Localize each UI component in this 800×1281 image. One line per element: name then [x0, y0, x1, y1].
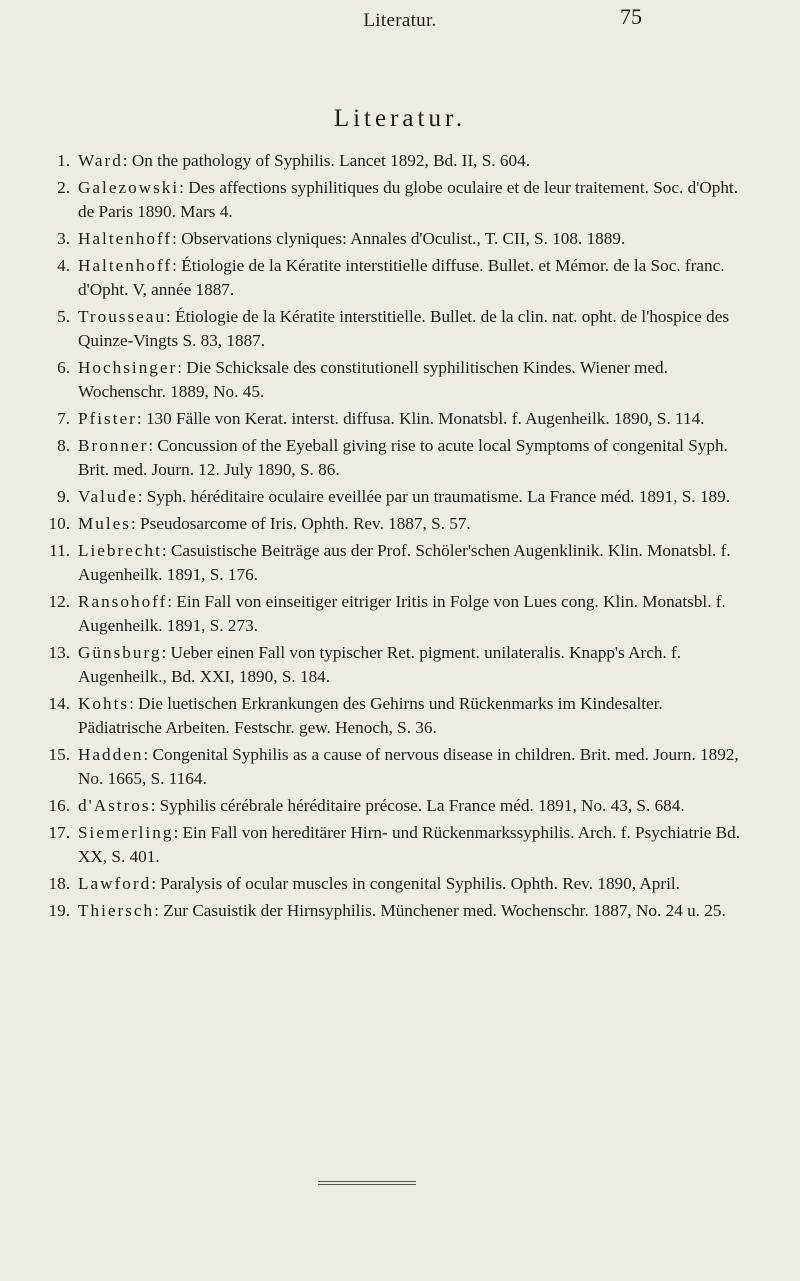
reference-author: Liebrecht [78, 541, 162, 560]
reference-number: 15. [48, 745, 70, 764]
reference-number: 13. [48, 643, 70, 662]
reference-author: d'Astros [78, 796, 151, 815]
reference-item [40, 743, 745, 791]
reference-item [40, 407, 745, 431]
reference-item [40, 305, 745, 353]
reference-author: Galezowski [78, 178, 180, 197]
reference-author: Hadden [78, 745, 144, 764]
footer-rule [318, 1181, 416, 1185]
reference-item [40, 794, 745, 818]
reference-item [40, 539, 745, 587]
reference-text: : Concussion of the Eyeball giving rise to acute local Symptoms of congenital Syph. Brit. med. Journ. 12. July 1890, S. 86. [78, 436, 728, 479]
section-heading: Literatur. [333, 105, 467, 132]
reference-text: : Des affections syphilitiques du globe oculaire et de leur traitement. Soc. d'Opht. de Paris 1890. Mars 4. [78, 178, 738, 221]
reference-number: 5. [57, 307, 70, 326]
reference-text: : Ein Fall von einseitiger eitriger Iritis in Folge von Lues cong. Klin. Monatsbl. f. Augenheilk. 1891, S. 273. [78, 592, 726, 635]
reference-number: 12. [48, 592, 70, 611]
reference-number: 1. [57, 151, 70, 170]
reference-item [40, 899, 745, 923]
reference-author: Trousseau [78, 307, 167, 326]
reference-author: Bronner [78, 436, 149, 455]
reference-text: : Ein Fall von hereditärer Hirn- und Rückenmarkssyphilis. Arch. f. Psychiatrie Bd. XX, S. 401. [78, 823, 741, 866]
reference-number: 14. [48, 694, 70, 713]
reference-number: 19. [48, 901, 70, 920]
reference-number: 17. [48, 823, 70, 842]
reference-author: Hochsinger [78, 358, 178, 377]
running-title: Literatur. [363, 10, 437, 31]
reference-author: Lawford [78, 874, 152, 893]
reference-author: Ward [78, 151, 123, 170]
reference-text: : Syphilis cérébrale héréditaire précose. La France méd. 1891, No. 43, S. 684. [150, 796, 685, 815]
reference-item [40, 692, 745, 740]
reference-author: Kohts [78, 694, 130, 713]
reference-number: 9. [57, 487, 70, 506]
reference-item [40, 254, 745, 302]
reference-item [40, 641, 745, 689]
reference-number: 6. [57, 358, 70, 377]
page-number: 75 [620, 4, 642, 29]
reference-number: 4. [57, 256, 70, 275]
reference-item [40, 434, 745, 482]
reference-author: Thiersch [78, 901, 155, 920]
reference-number: 18. [48, 874, 70, 893]
reference-number: 10. [48, 514, 70, 533]
reference-author: Haltenhoff [78, 229, 173, 248]
reference-item [40, 149, 745, 173]
running-head [0, 0, 800, 40]
reference-list [40, 149, 745, 926]
reference-text: : 130 Fälle von Kerat. interst. diffusa. Klin. Monatsbl. f. Augenheilk. 1890, S. 114. [136, 409, 705, 428]
reference-item [40, 590, 745, 638]
reference-text: : Étiologie de la Kératite interstitielle diffuse. Bullet. et Mémor. de la Soc. franc. d'Opht. V, année 1887. [78, 256, 725, 299]
reference-text: : On the pathology of Syphilis. Lancet 1892, Bd. II, S. 604. [122, 151, 531, 170]
reference-number: 16. [48, 796, 70, 815]
reference-number: 11. [49, 541, 70, 560]
reference-item [40, 356, 745, 404]
reference-item [40, 176, 745, 224]
reference-text: : Casuistische Beiträge aus der Prof. Schöler'schen Augenklinik. Klin. Monatsbl. f. Augenheilk. 1891, S. 176. [78, 541, 731, 584]
reference-text: : Syph. héréditaire oculaire eveillée par un traumatisme. La France méd. 1891, S. 189. [137, 487, 731, 506]
reference-item [40, 227, 745, 251]
reference-text: : Ueber einen Fall von typischer Ret. pigment. unilateralis. Knapp's Arch. f. Augenheilk., Bd. XXI, 1890, S. 184. [78, 643, 682, 686]
reference-item [40, 512, 745, 536]
reference-number: 2. [57, 178, 70, 197]
reference-text: : Observations clyniques: Annales d'Oculist., T. CII, S. 108. 1889. [172, 229, 626, 248]
reference-text: : Zur Casuistik der Hirnsyphilis. Münchener med. Wochenschr. 1887, No. 24 u. 25. [154, 901, 726, 920]
reference-author: Haltenhoff [78, 256, 173, 275]
reference-text: : Die luetischen Erkrankungen des Gehirns und Rückenmarks im Kindesalter. Pädiatrische Arbeiten. Festschr. gew. Henoch, S. 36. [78, 694, 663, 737]
reference-number: 7. [57, 409, 70, 428]
reference-number: 8. [57, 436, 70, 455]
reference-author: Mules [78, 514, 131, 533]
reference-author: Ransohoff [78, 592, 168, 611]
reference-author: Valude [78, 487, 138, 506]
reference-item [40, 485, 745, 509]
reference-item [40, 821, 745, 869]
reference-author: Siemerling [78, 823, 174, 842]
reference-text: : Étiologie de la Kératite interstitielle. Bullet. de la clin. nat. opht. de l'hospice des Quinze-Vingts S. 83, 1887. [78, 307, 730, 350]
reference-text: : Pseudosarcome of Iris. Ophth. Rev. 1887, S. 57. [130, 514, 471, 533]
reference-text: : Congenital Syphilis as a cause of nervous disease in children. Brit. med. Journ. 1892, No. 1665, S. 1164. [78, 745, 739, 788]
reference-author: Pfister [78, 409, 137, 428]
reference-text: : Die Schicksale des constitutionell syphilitischen Kindes. Wiener med. Wochenschr. 1889, No. 45. [78, 358, 668, 401]
reference-item [40, 872, 745, 896]
reference-author: Günsburg [78, 643, 162, 662]
reference-text: : Paralysis of ocular muscles in congenital Syphilis. Ophth. Rev. 1890, April. [151, 874, 680, 893]
reference-number: 3. [57, 229, 70, 248]
